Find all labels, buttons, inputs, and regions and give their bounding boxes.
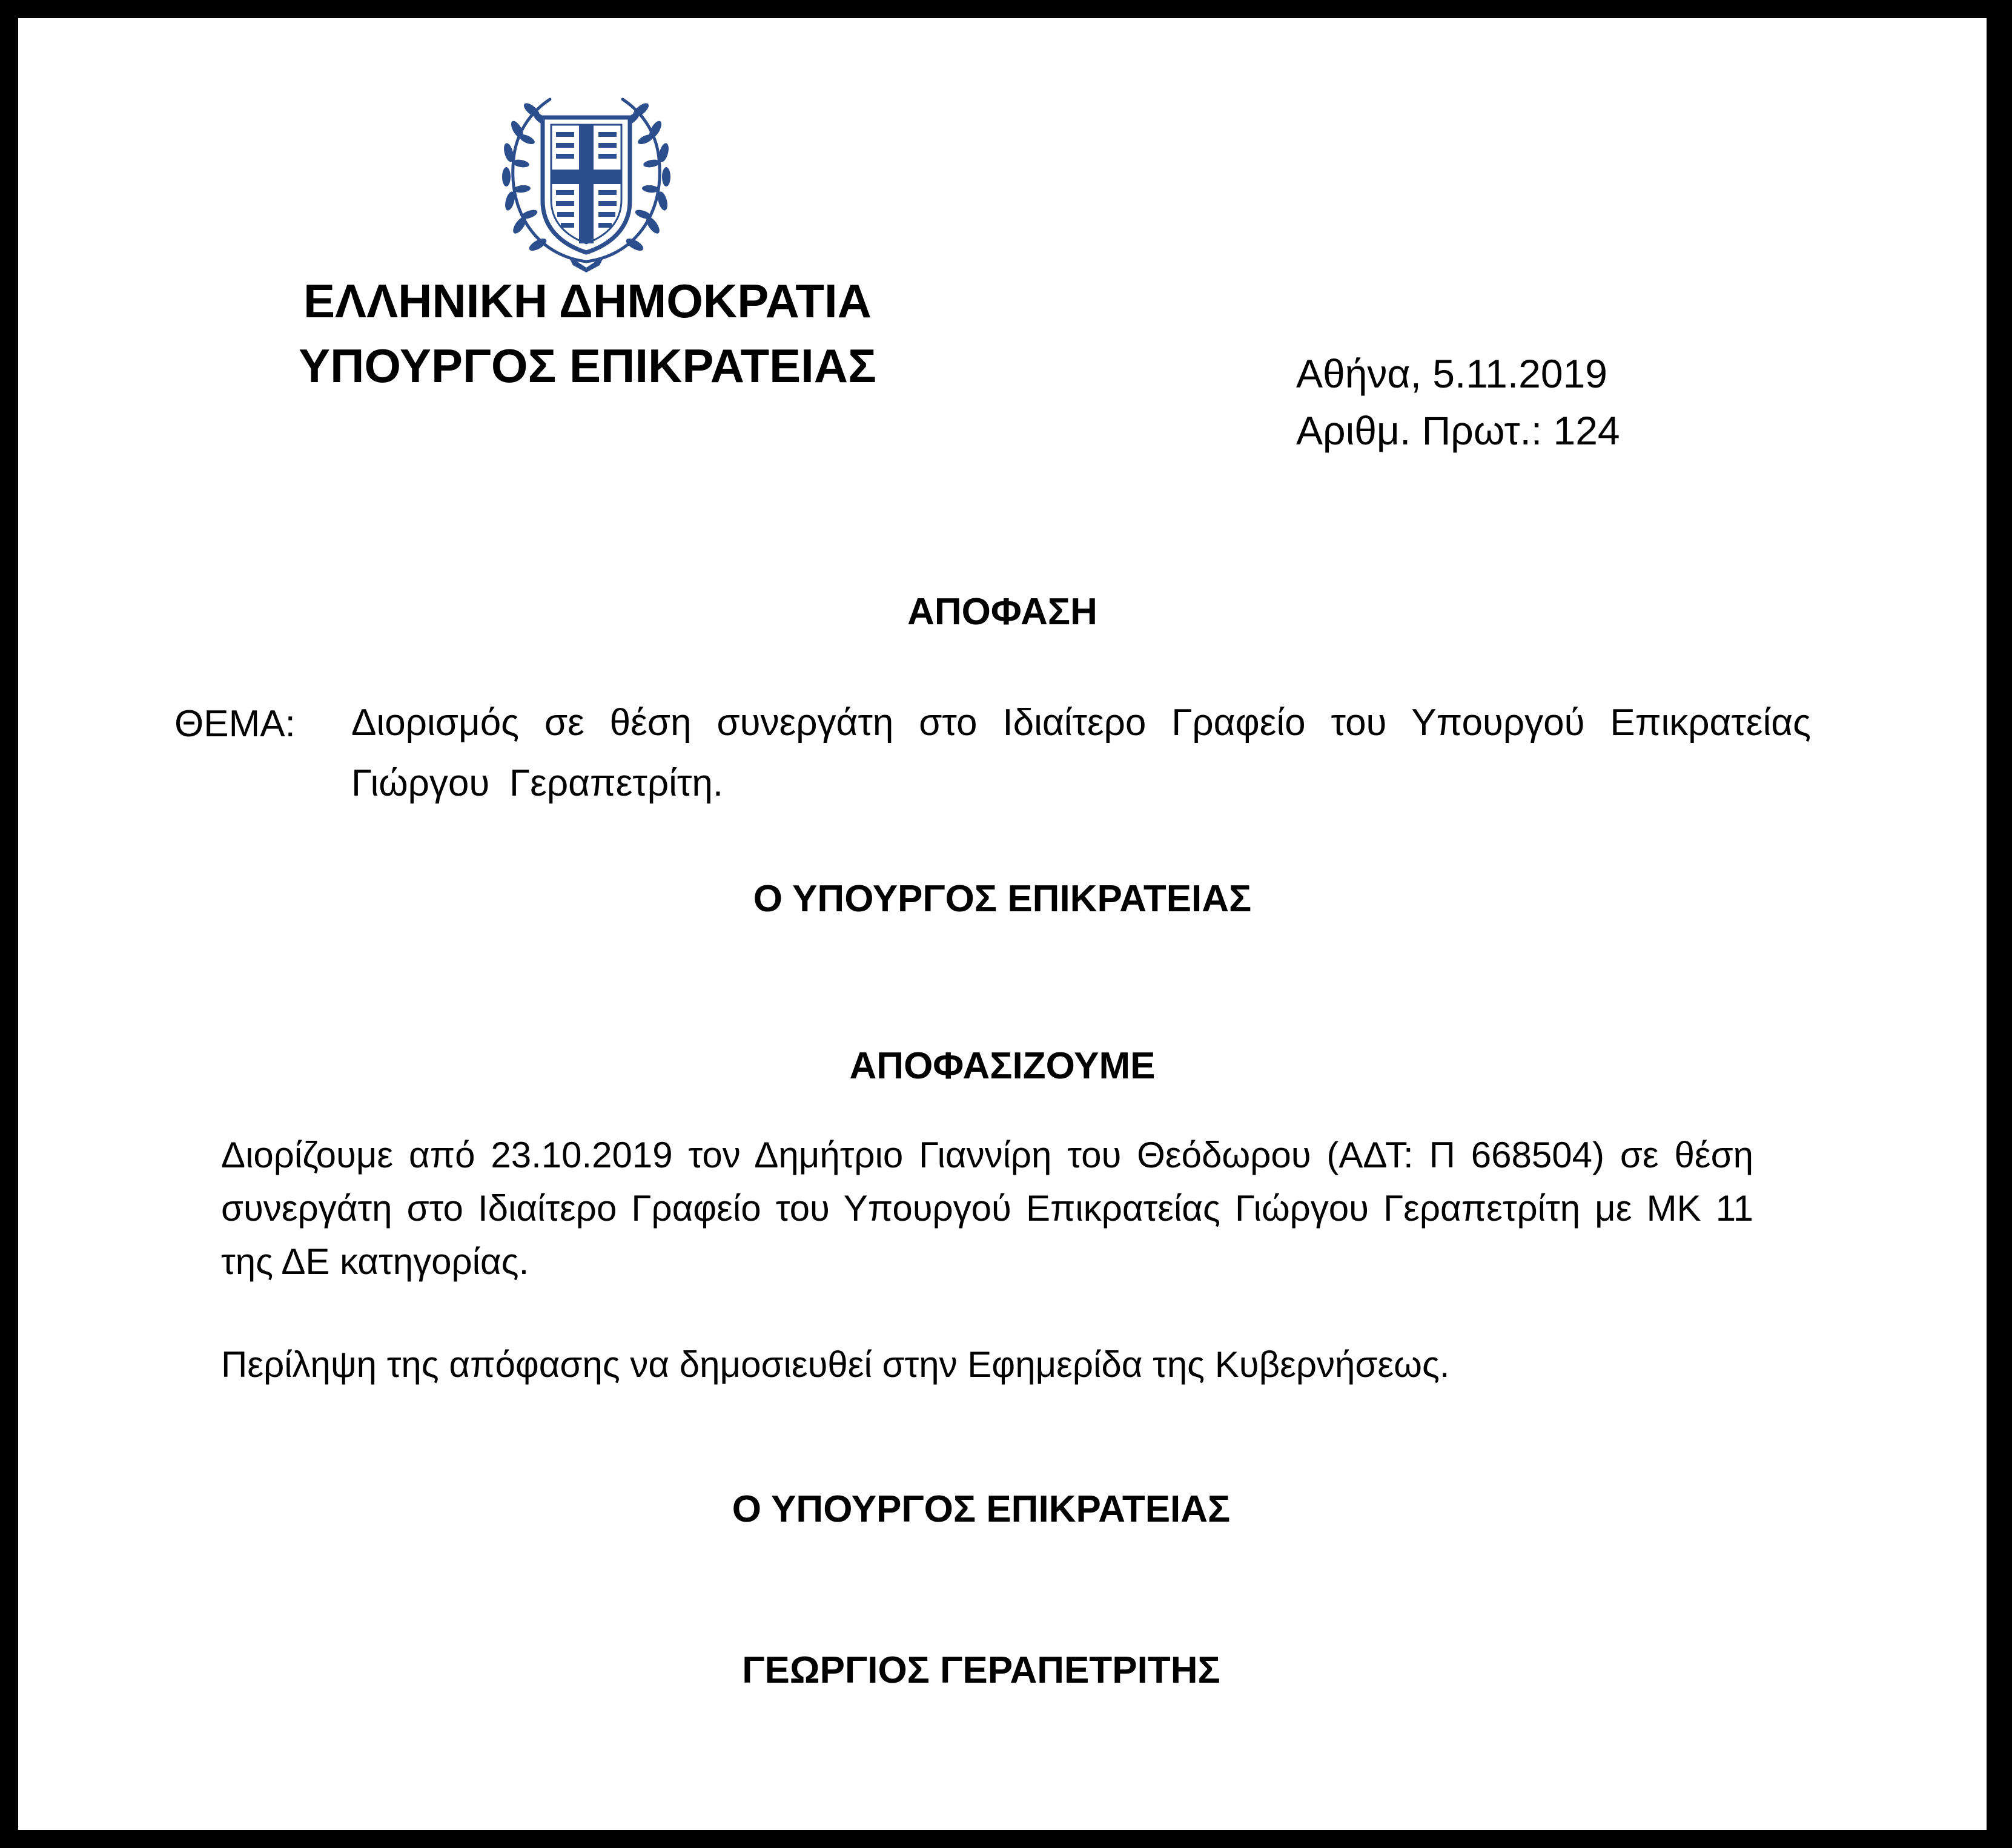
decision-paragraph: Διορίζουμε από 23.10.2019 τον Δημήτριο Γιαννίρη του Θεόδωρου (ΑΔΤ: Π 668504) σε θέση συνεργάτη στο Ιδιαίτερο Γραφείο του Υπουργού Επικρατείας Γιώργου Γεραπετρίτη με ΜΚ 11 της ΔΕ κατηγορίας. [221, 1135, 1753, 1282]
document-page [18, 18, 1987, 1830]
coat-of-arms-icon [495, 86, 677, 274]
signature-title: Ο ΥΠΟΥΡΓΟΣ ΕΠΙΚΡΑΤΕΙΑΣ [732, 1488, 1231, 1530]
subject-text: Διορισμός σε θέση συνεργάτη στο Ιδιαίτερο Γραφείο του Υπουργού Επικρατείας Γιώργου Γεραπετρίτη. [351, 702, 1811, 804]
document-title: ΑΠΟΦΑΣΗ [907, 591, 1097, 633]
publication-paragraph: Περίληψη της απόφασης να δημοσιευθεί στην Εφημερίδα της Κυβερνήσεως. [221, 1344, 1450, 1385]
place-date: Αθήνα, 5.11.2019 [1296, 351, 1607, 396]
decision-heading: ΑΠΟΦΑΣΙΖΟΥΜΕ [849, 1045, 1156, 1087]
ministry-heading: ΥΠΟΥΡΓΟΣ ΕΠΙΚΡΑΤΕΙΑΣ [299, 339, 876, 392]
protocol-number: Αριθμ. Πρωτ.: 124 [1296, 408, 1620, 453]
issuer-heading: Ο ΥΠΟΥΡΓΟΣ ΕΠΙΚΡΑΤΕΙΑΣ [753, 878, 1252, 920]
signatory-name: ΓΕΩΡΓΙΟΣ ΓΕΡΑΠΕΤΡΙΤΗΣ [742, 1649, 1220, 1691]
subject-label: ΘΕΜΑ: [174, 703, 296, 745]
state-name-heading: ΕΛΛΗΝΙΚΗ ΔΗΜΟΚΡΑΤΙΑ [303, 274, 872, 328]
